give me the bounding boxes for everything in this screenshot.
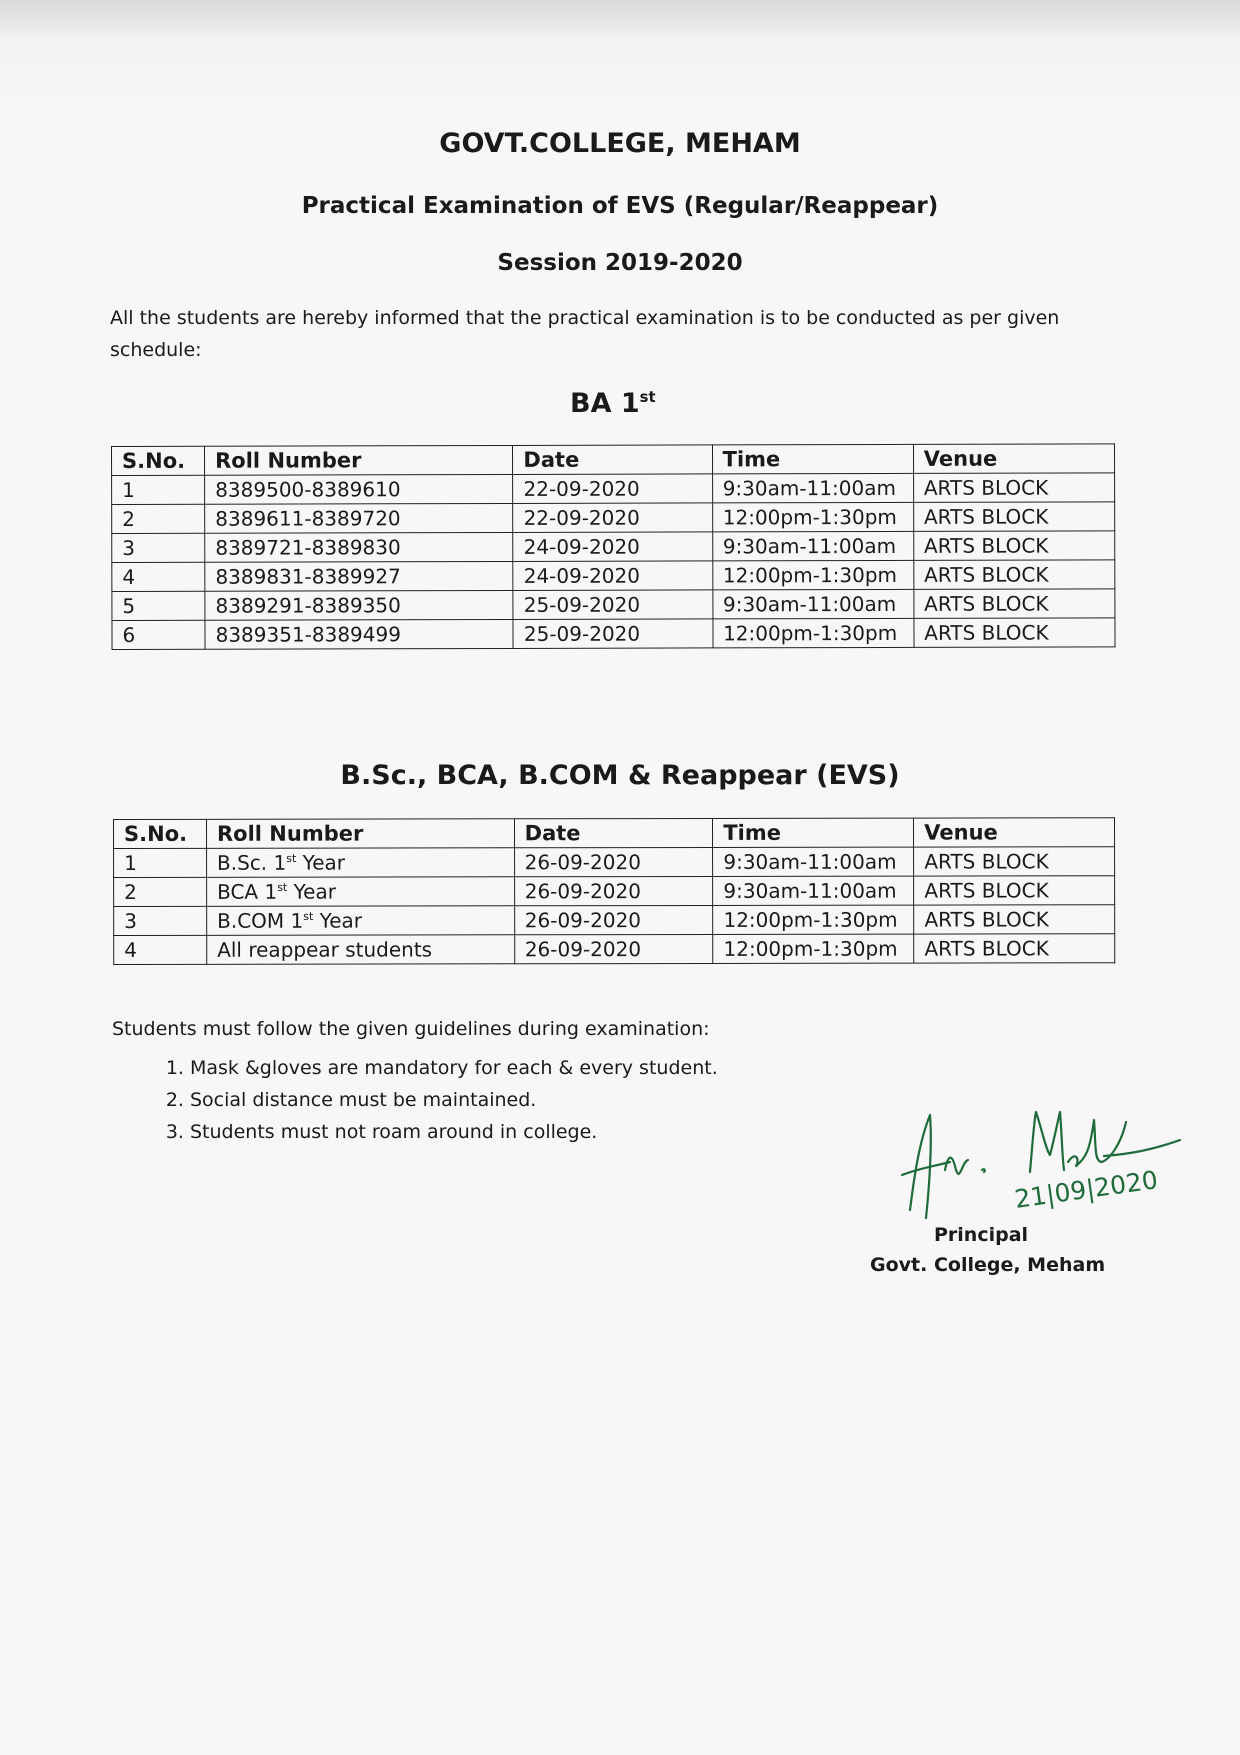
cell-time: 12:00pm-1:30pm (712, 502, 913, 532)
table-header-row (112, 444, 1115, 476)
guidelines-heading: Students must follow the given guidelines during examination: (112, 1018, 710, 1040)
table-row (112, 473, 1115, 505)
cell-date: 24-09-2020 (513, 561, 712, 591)
college-title: GOVT.COLLEGE, MEHAM (439, 128, 801, 159)
principal-org: Govt. College, Meham (870, 1254, 1106, 1276)
cell-sno: 4 (112, 562, 205, 591)
table-row (112, 560, 1115, 592)
table-row (114, 847, 1115, 878)
col-header-venue: Venue (913, 444, 1114, 474)
table-row (114, 905, 1115, 936)
list-item: 1. Mask &gloves are mandatory for each & every student. (190, 1052, 718, 1084)
cell-venue: ARTS BLOCK (913, 531, 1114, 561)
cell-date: 26-09-2020 (514, 876, 713, 905)
principal-signature (890, 1100, 1220, 1230)
bsc-section-title: B.Sc., BCA, B.COM & Reappear (EVS) (340, 760, 900, 791)
cell-venue: ARTS BLOCK (914, 618, 1115, 648)
col-header-date: Date (513, 445, 712, 475)
table-row (112, 618, 1115, 650)
signature-date: 21|09|2020 (1012, 1165, 1160, 1214)
cell-roll: 8389721-8389830 (205, 532, 513, 562)
cell-roll: 8389611-8389720 (205, 503, 513, 533)
cell-time: 9:30am-11:00am (713, 876, 914, 905)
guidelines-list (150, 1052, 718, 1148)
cell-time: 12:00pm-1:30pm (713, 618, 914, 648)
cell-venue: ARTS BLOCK (914, 589, 1115, 619)
cell-date: 26-09-2020 (514, 847, 713, 876)
cell-sno: 2 (112, 504, 205, 533)
cell-time: 12:00pm-1:30pm (713, 905, 914, 934)
bsc-schedule-table (113, 817, 1115, 965)
ba-schedule-table (111, 443, 1116, 650)
cell-venue: ARTS BLOCK (914, 847, 1115, 876)
col-header-sno: S.No. (114, 819, 207, 848)
cell-sno: 3 (112, 533, 205, 562)
cell-roll: B.COM 1st Year (207, 906, 515, 936)
ba-section-title: BA 1st (570, 388, 656, 419)
cell-venue: ARTS BLOCK (914, 905, 1115, 934)
cell-time: 9:30am-11:00am (712, 531, 913, 561)
list-item: 2. Social distance must be maintained. (190, 1084, 718, 1116)
cell-date: 26-09-2020 (514, 934, 713, 963)
cell-roll: All reappear students (207, 935, 515, 965)
cell-roll: 8389291-8389350 (205, 590, 513, 620)
col-header-date: Date (514, 818, 713, 847)
cell-time: 9:30am-11:00am (712, 473, 913, 503)
cell-venue: ARTS BLOCK (913, 502, 1114, 532)
cell-sno: 2 (114, 877, 207, 906)
cell-venue: ARTS BLOCK (913, 473, 1114, 503)
cell-time: 12:00pm-1:30pm (712, 560, 913, 590)
cell-sno: 6 (112, 620, 205, 649)
cell-date: 26-09-2020 (514, 905, 713, 934)
col-header-time: Time (712, 444, 913, 474)
cell-roll: BCA 1st Year (207, 877, 515, 907)
cell-venue: ARTS BLOCK (914, 934, 1115, 963)
cell-roll: 8389351-8389499 (205, 619, 513, 649)
cell-date: 22-09-2020 (513, 474, 712, 504)
cell-time: 9:30am-11:00am (713, 847, 914, 876)
cell-venue: ARTS BLOCK (914, 876, 1115, 905)
table-row (112, 589, 1115, 621)
col-header-roll: Roll Number (206, 819, 514, 849)
cell-sno: 1 (114, 848, 207, 877)
session-title: Session 2019-2020 (497, 250, 743, 276)
intro-text: All the students are hereby informed that the practical examination is to be conducted as per given schedule: (110, 307, 1060, 361)
cell-venue: ARTS BLOCK (914, 560, 1115, 590)
exam-title: Practical Examination of EVS (Regular/Reappear) (301, 193, 939, 219)
table-row (112, 502, 1115, 534)
cell-roll: 8389500-8389610 (205, 474, 513, 504)
cell-date: 24-09-2020 (513, 532, 712, 562)
cell-sno: 5 (112, 591, 205, 620)
cell-sno: 1 (112, 475, 205, 504)
cell-date: 25-09-2020 (513, 619, 712, 649)
col-header-sno: S.No. (112, 446, 205, 475)
cell-time: 9:30am-11:00am (712, 589, 913, 619)
col-header-time: Time (713, 818, 914, 847)
col-header-venue: Venue (914, 818, 1115, 847)
table-row (114, 934, 1115, 965)
principal-label: Principal (934, 1224, 1029, 1246)
table-header-row (114, 818, 1115, 849)
table-row (112, 531, 1115, 563)
table-row (114, 876, 1115, 907)
cell-time: 12:00pm-1:30pm (713, 934, 914, 963)
cell-sno: 3 (114, 906, 207, 935)
list-item: 3. Students must not roam around in college. (190, 1116, 718, 1148)
cell-sno: 4 (114, 935, 207, 964)
cell-roll: B.Sc. 1st Year (207, 848, 515, 878)
cell-date: 22-09-2020 (513, 503, 712, 533)
col-header-roll: Roll Number (205, 445, 513, 475)
cell-roll: 8389831-8389927 (205, 561, 513, 591)
cell-date: 25-09-2020 (513, 590, 712, 620)
